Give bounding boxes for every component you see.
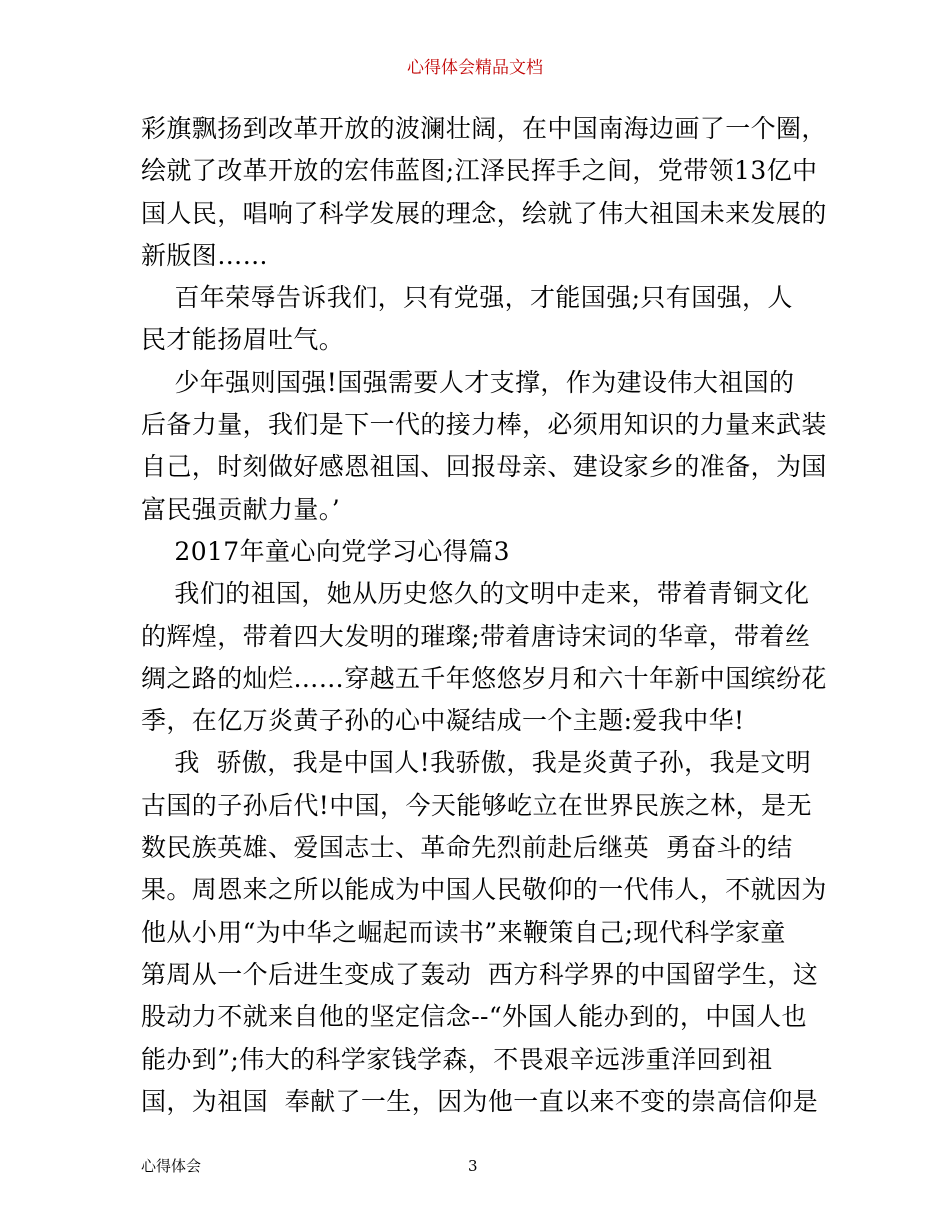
text-line: 民才能扬眉吐气。 <box>141 325 345 355</box>
text-line: 能办到”;伟大的科学家钱学森，不畏艰辛远涉重洋回到祖 <box>141 1044 773 1074</box>
text-line: 季，在亿万炎黄子孙的心中凝结成一个主题:爱我中华! <box>141 706 745 736</box>
page-header: 心得体会精品文档 <box>407 58 543 78</box>
text-line: 绘就了改革开放的宏伟蓝图;江泽民挥手之间，党带领13亿中 <box>141 156 818 186</box>
text-line: 的辉煌，带着四大发明的璀璨;带着唐诗宋词的华章，带着丝 <box>141 621 811 651</box>
page-number: 3 <box>468 1157 478 1175</box>
text-line: 富民强贡献力量。’ <box>141 494 341 524</box>
section-heading: 2017年童心向党学习心得篇3 <box>141 536 510 566</box>
text-line: 后备力量，我们是下一代的接力棒，必须用知识的力量来武装 <box>141 410 827 440</box>
text-line: 彩旗飘扬到改革开放的波澜壮阔，在中国南海边画了一个圈， <box>141 114 827 143</box>
text-line: 我们的祖国，她从历史悠久的文明中走来，带着青铜文化 <box>141 579 810 609</box>
text-line: 股动力不就来自他的坚定信念--“外国人能办到的，中国人也 <box>141 1002 807 1032</box>
text-line: 第周从一个后进生变成了轰动 西方科学界的中国留学生，这 <box>141 959 819 989</box>
text-line: 果。周恩来之所以能成为中国人民敬仰的一代伟人，不就因为 <box>141 875 827 905</box>
text-line: 我 骄傲，我是中国人!我骄傲，我是炎黄子孙，我是文明 <box>141 748 812 778</box>
document-body <box>141 108 827 1123</box>
text-line: 少年强则国强!国强需要人才支撑，作为建设伟大祖国的 <box>141 367 795 397</box>
text-line: 国人民，唱响了科学发展的理念，绘就了伟大祖国未来发展的 <box>141 198 827 228</box>
text-line: 数民族英雄、爱国志士、革命先烈前赴后继英 勇奋斗的结 <box>141 833 793 863</box>
text-line: 古国的子孙后代!中国，今天能够屹立在世界民族之林，是无 <box>141 790 812 820</box>
text-line: 他从小用“为中华之崛起而读书”来鞭策自己;现代科学家童 <box>141 917 786 947</box>
text-line: 新版图…… <box>141 240 269 270</box>
footer-label: 心得体会 <box>141 1157 202 1175</box>
text-line: 自己，时刻做好感恩祖国、回报母亲、建设家乡的准备，为国 <box>141 452 827 482</box>
text-line: 百年荣辱告诉我们，只有党强，才能国强;只有国强，人 <box>141 283 793 313</box>
text-line: 绸之路的灿烂……穿越五千年悠悠岁月和六十年新中国缤纷花 <box>141 663 827 693</box>
text-line: 国，为祖国 奉献了一生，因为他一直以来不变的崇高信仰是 <box>141 1086 819 1116</box>
